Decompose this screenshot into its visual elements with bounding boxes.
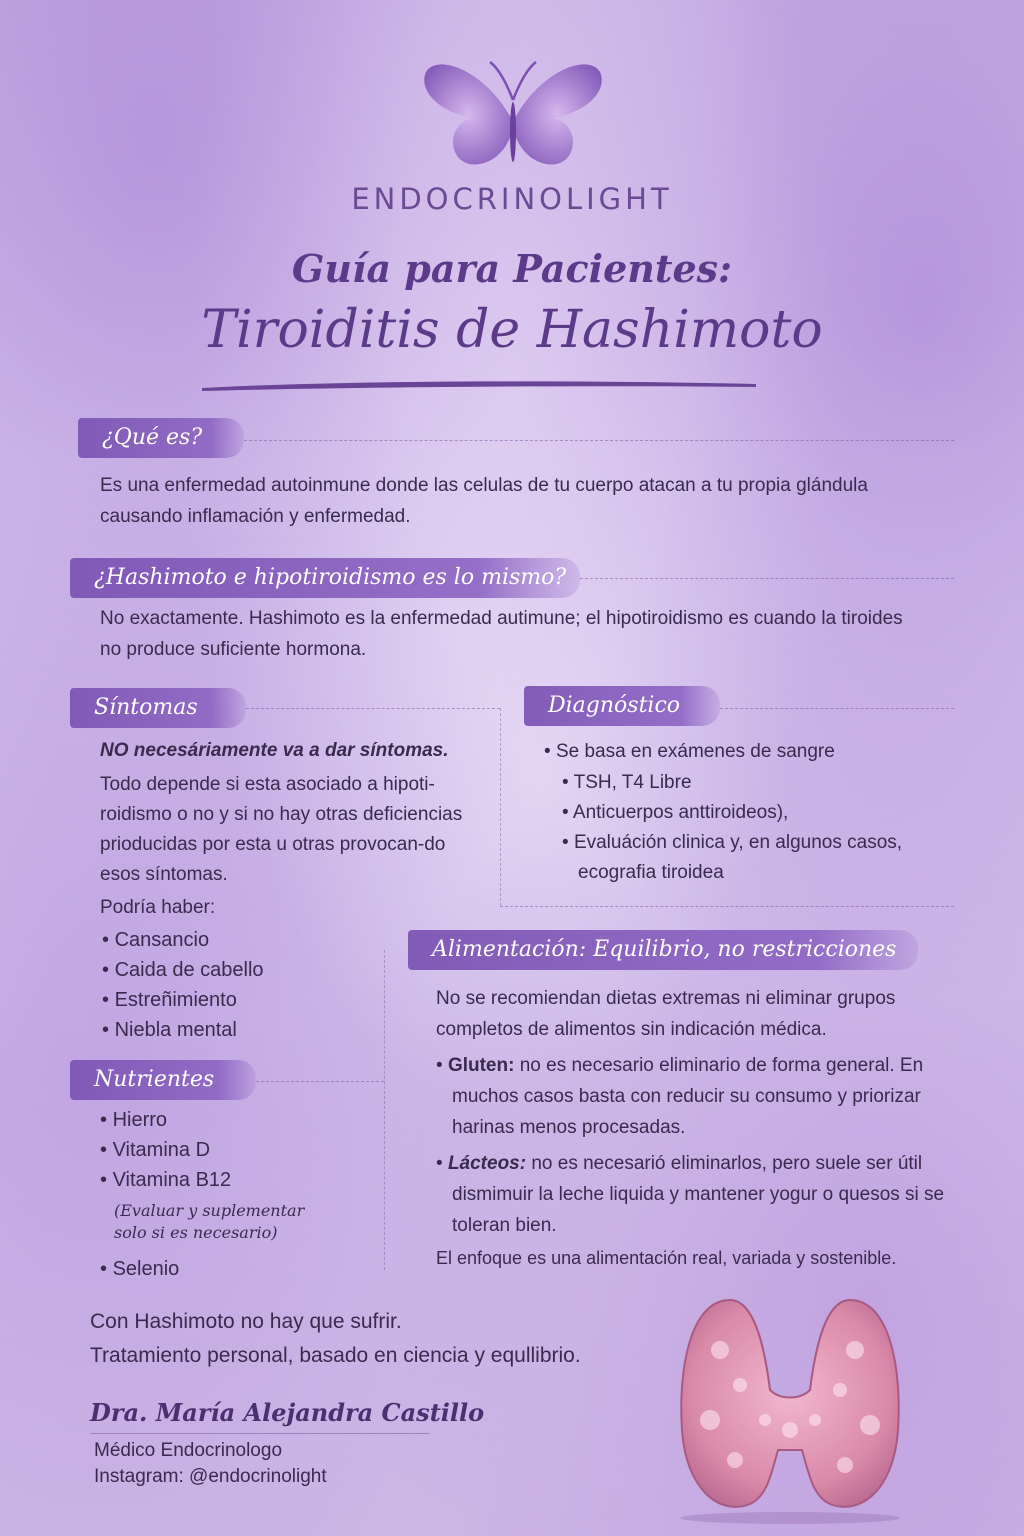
divider [256,1081,384,1082]
gluten-label: Gluten: [447,1055,515,1076]
list-item: • Niebla mental [102,1015,264,1045]
section-header-diagnostico: Diagnóstico [524,686,720,726]
list-item: • Hierro [100,1105,231,1135]
title-underline [200,378,760,392]
list-item: • Estreñimiento [102,985,264,1015]
section-header-que-es: ¿Qué es? [78,418,244,458]
divider [720,708,954,709]
diagnostico-list [544,737,944,767]
sintomas-list [102,925,264,1045]
divider [246,708,500,709]
footer-line1: Con Hashimoto no hay que sufrir. [90,1310,402,1333]
list-item: • Caida de cabello [102,955,264,985]
brand-name: ENDOCRINOLIGHT [351,182,673,216]
lacteos-text: no es necesarió eliminarlos, pero suele ser útil dismimuir la leche liquida y mantener yogur o quesos si se toleran bien. [452,1153,945,1236]
doctor-role: Médico Endocrinologo [94,1440,283,1461]
gluten-text: no es necesario eliminario de forma general. En muchos casos basta con reducir su consumo y priorizar harinas menos procesadas. [452,1055,924,1138]
list-item: • Cansancio [102,925,264,955]
title-line1: Guía para Pacientes: [291,246,733,291]
section-header-nutrientes: Nutrientes [70,1060,256,1100]
section-header-sintomas: Síntomas [70,688,246,728]
butterfly-logo-icon [418,52,608,182]
diagnostico-sublist [562,768,942,888]
divider [244,440,954,441]
title-line2: Tiroiditis de Hashimoto [201,300,823,360]
list-item: • Selenio [100,1254,179,1284]
divider [90,1433,430,1434]
hashimoto-hipo-body: No exactamente. Hashimoto es la enfermedad autimune; el hipotiroidismo es cuando la tiroides no produce suficiente hormona. [100,608,903,660]
section-header-alimentacion: Alimentación: Equilibrio, no restricciones [408,930,918,970]
doctor-name: Dra. María Alejandra Castillo [90,1398,485,1427]
sintomas-bold: NO necesáriamente va a dar síntomas. [100,740,449,761]
alimentacion-closing: El enfoque es una alimentación real, variada y sostenible. [436,1248,897,1268]
footer-line2: Tratamiento personal, basado en ciencia y equllibrio. [90,1344,581,1367]
sintomas-body: Todo depende si esta asociado a hipoti-roidismo o no y si no hay otras deficiencias prioducidas por esta u otras provocan-do esos síntomas. [100,774,463,885]
list-item: • Se basa en exámenes de sangre [544,737,944,767]
list-item: • Evaluáción clinica y, en algunos casos, ecografia tiroidea [562,828,942,888]
thyroid-illustration-icon [660,1290,920,1526]
divider-vertical [500,708,501,906]
list-item: • TSH, T4 Libre [562,768,942,798]
alimentacion-lacteos: • Lácteos: no es necesarió eliminarlos, pero suele ser útil dismimuir la leche liquida y mantener yogur o quesos si se toleran bien. [436,1153,945,1236]
list-item: • Vitamina B12 [100,1165,231,1195]
alimentacion-gluten: • Gluten: no es necesario eliminario de forma general. En muchos casos basta con reducir su consumo y priorizar harinas menos procesadas. [436,1055,924,1138]
list-item: • Vitamina D [100,1135,231,1165]
que-es-body: Es una enfermedad autoinmune donde las celulas de tu cuerpo atacan a tu propia glándula causando inflamación y enfermedad. [100,475,868,527]
divider [580,578,954,579]
sintomas-intro: Podría haber: [100,897,216,918]
nutrientes-list [100,1105,231,1195]
divider-vertical [384,950,385,1270]
nutrientes-note: (Evaluar y suplementar solo si es necesario) [114,1201,305,1242]
divider [500,906,954,907]
nutrientes-list-last [100,1254,179,1284]
list-item: • Anticuerpos anttiroideos), [562,798,942,828]
instagram-handle: Instagram: @endocrinolight [94,1466,327,1487]
alimentacion-intro: No se recomiendan dietas extremas ni eliminar grupos completos de alimentos sin indicación médica. [436,988,896,1040]
section-header-hashimoto-hipo: ¿Hashimoto e hipotiroidismo es lo mismo? [70,558,580,598]
lacteos-label: Lácteos: [447,1153,527,1174]
